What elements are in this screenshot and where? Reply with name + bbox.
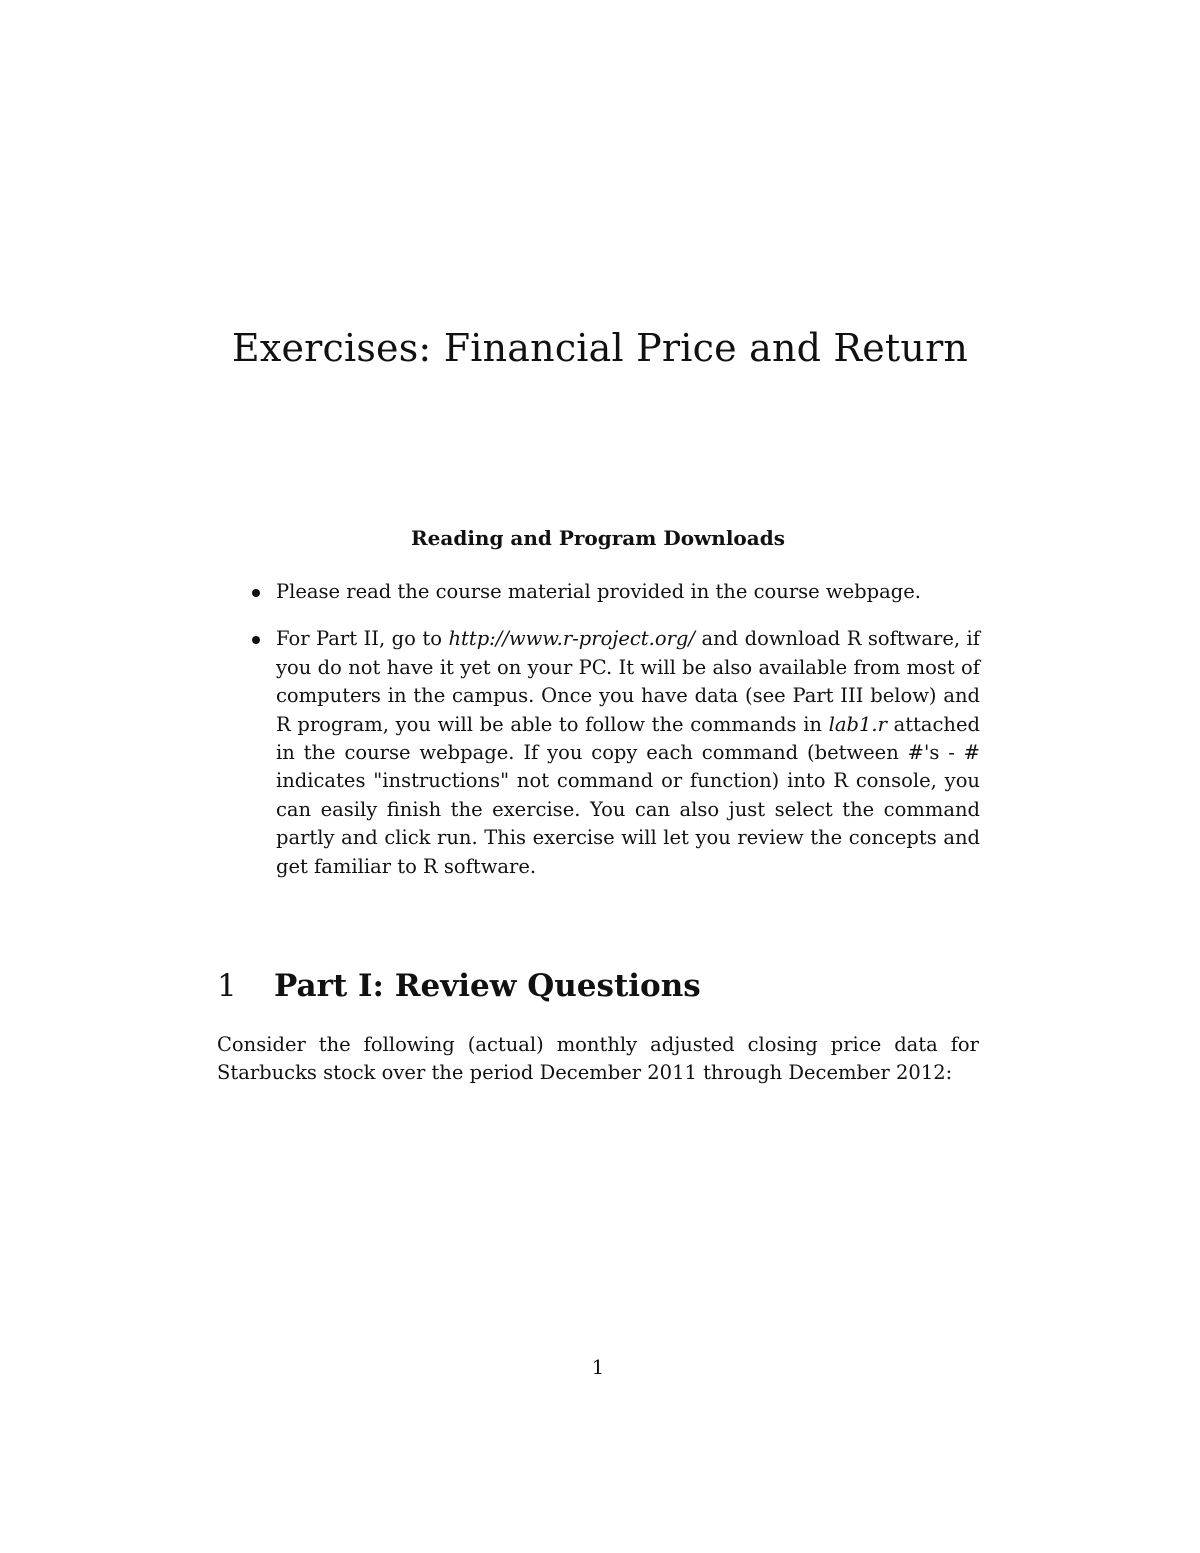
bullet-icon: [252, 589, 260, 597]
r-project-link[interactable]: http://www.r-project.org/: [448, 627, 695, 651]
bullet-text: Please read the course material provided in the course webpage.: [276, 580, 921, 603]
section-number: 1: [217, 968, 237, 1004]
section-paragraph: Consider the following (actual) monthly adjusted closing price data for Starbucks stock over the period December 2011 through December 2012:: [217, 1033, 979, 1085]
reading-list: [250, 578, 980, 881]
bullet-text-start: For Part II, go to: [276, 627, 449, 651]
reading-heading: Reading and Program Downloads: [411, 526, 785, 550]
section-title: Part I: Review Questions: [274, 968, 701, 1004]
list-item: [250, 578, 980, 606]
bullet-text-end: attached in the course webpage. If you copy each command (between #'s - # indicates "instructions" not command or function) into R console, you can easily finish the exercise. You can also just select the command partly and click run. This exercise will let you review the concepts and get familiar to R software.: [276, 712, 981, 878]
document-title: Exercises: Financial Price and Return: [231, 326, 969, 370]
bullet-text-middle: and download R software, if you do not have it yet on your PC. It will be also available from most of computers in the campus. Once you have data (see Part III below) and R program, you will be able to follow the commands in: [276, 627, 981, 736]
bullet-icon: [252, 636, 260, 644]
list-item: [250, 625, 980, 881]
page-number: 1: [591, 1356, 605, 1379]
section-heading: [217, 968, 701, 1004]
lab-file-name: lab1.r: [828, 712, 887, 736]
